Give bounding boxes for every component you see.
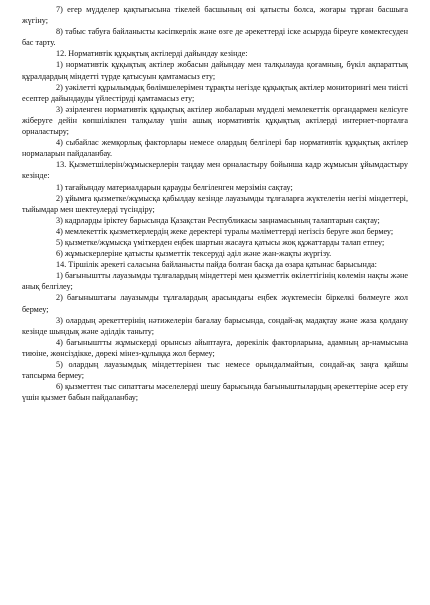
section-heading: 13. Қызметшілерін/жұмыскерлерін таңдау мен орналастыру бойынша кадр жұмысын ұйымдастыру кезінде:	[22, 160, 408, 181]
section-heading: 12. Нормативтік құқықтық актілерді дайындау кезінде:	[56, 49, 248, 59]
clause-paragraph: 3) әзірленген нормативтік құқықтық актілер жобаларын мүдделі мемлекеттік органдармен келісуге жіберуге дейін көпшілікпен талқылау үшін ашық нормативтік құқықтық актілерді интернет-порталға орналастыру;	[22, 104, 408, 137]
clause-paragraph: 4) бағыныштты жұмыскерді орынсыз айыптауға, дөрекілік факторларына, адамның ар-намысына тиюіне, жөнсіздікке, дөрекі мінез-құлыққа жол бермеу;	[22, 337, 408, 358]
clause-paragraph: 3) кадрларды іріктеу барысында Қазақстан Республикасы заңнамасының талаптарын сақтау;	[56, 215, 380, 225]
clause-paragraph: 6) жұмыскерлеріне қатысты қызметтік тексеруді әділ және жан-жақты жүргізу.	[56, 249, 332, 259]
clause-paragraph: 4) сыбайлас жемқорлық факторлары немесе олардың белгілері бар нормативтік құқықтық актілер нормаларын пайдаланбау.	[22, 138, 408, 159]
clause-paragraph: 4) мемлекеттік қызметкерлердің жеке деректері туралы мәліметтерді негізсіз беруге жол бермеу;	[56, 226, 394, 236]
clause-paragraph: 5) қызметке/жұмысқа үміткерден еңбек шартын жасауға қатысы жоқ құжаттарды талап етпеу;	[56, 237, 385, 247]
clause-paragraph: 6) қызметтен тыс сипаттағы мәселелерді шешу барысында бағыныштылардың әрекеттеріне әсер ету үшін қызмет бабын пайдаланбау;	[22, 382, 408, 403]
clause-paragraph: 1) тағайындау материалдарын қарауды белгіленген мерзімін сақтау;	[56, 182, 293, 192]
clause-paragraph: 1) нормативтік құқықтық актілер жобасын дайындау мен талқылауда қоғамның, бүкіл ақпараттық құралдардың міндетті түрде қатысуын қамтамасыз ету;	[22, 60, 408, 81]
clause-paragraph: 8) табыс табуға байланысты кәсіпкерлік және өзге де әрекеттерді іске асыруда біреуге көмектесуден бас тарту.	[22, 27, 408, 48]
clause-paragraph: 3) олардың әрекеттерінің нәтижелерін бағалау барысында, сондай-ақ мадақтау және жаза қолдану кезінде шындық және әділдік таныту;	[22, 315, 408, 336]
clause-paragraph: 2) бағыныштағы лауазымды тұлғалардың арасындағы еңбек жүктемесін біркелкі бөлмеуге жол бермеу;	[22, 293, 408, 314]
clause-paragraph: 5) олардың лауазымдық міндеттерінен тыс немесе орындалмайтын, сондай-ақ заңға қайшы тапсырма бермеу;	[22, 360, 408, 381]
section-heading: 14. Тіршілік әрекеті саласына байланысты пайда болған басқа да өзара қатынас барысында:	[56, 260, 377, 270]
clause-paragraph: 2) ұйымға қызметке/жұмысқа қабылдау кезінде лауазымды тұлғаларға жүктелетін негізі міндеттері, тыйымдар мен шектеулерді түсіндіру;	[22, 193, 408, 214]
clause-paragraph: 7) егер мүдделер қақтығысына тікелей басшының өзі қатысты болса, жоғары тұрған басшыға жүгіну;	[22, 5, 408, 26]
clause-paragraph: 1) бағыныштты лауазымды тұлғалардың міндеттері мен қызметтік өкілеттігінің көлемін нақты және анық белгілеу;	[22, 271, 408, 292]
clause-paragraph: 2) уәкілетті құрылымдық бөлімшелерімен тұрақты негізде құқықтық актілер мониторингі мен тиісті есептер дайындауды үйлестіруді қамтамасыз ету;	[22, 82, 408, 103]
